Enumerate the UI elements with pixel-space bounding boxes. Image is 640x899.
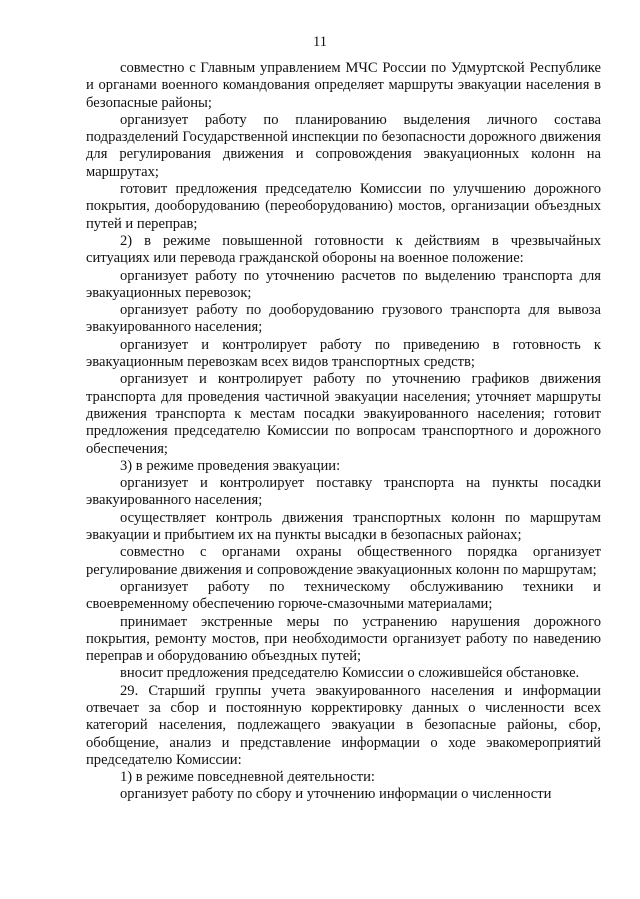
paragraph: организует и контролирует работу по приведению в готовность к эвакуационным перевозкам всех видов транспортных средств; xyxy=(86,336,601,371)
paragraph: организует работу по техническому обслуживанию техники и своевременному обеспечению горюче-смазочными материалами; xyxy=(86,578,601,613)
paragraph: принимает экстренные меры по устранению нарушения дорожного покрытия, ремонту мостов, при необходимости организует работу по наведению переправ и оборудованию объездных путей; xyxy=(86,613,601,665)
paragraph: осуществляет контроль движения транспортных колонн по маршрутам эвакуации и прибытием их на пункты высадки в безопасных районах; xyxy=(86,509,601,544)
paragraph: 2) в режиме повышенной готовности к действиям в чрезвычайных ситуациях или перевода гражданской обороны на военное положение: xyxy=(86,232,601,267)
paragraph: организует работу по дооборудованию грузового транспорта для вывоза эвакуированного населения; xyxy=(86,302,601,336)
paragraph: 29. Старший группы учета эвакуированного населения и информации отвечает за сбор и постоянную корректировку данных о численности всех категорий населения, подлежащего эвакуации в безопасные районы, сбор, обобщение, анализ и представление информации о ходе эвакомероприятий председателю Комиссии: xyxy=(86,682,601,768)
paragraph: организует работу по планированию выделения личного состава подразделений Государственной инспекции по безопасности дорожного движения для регулирования движения и сопровождения эвакуационных колонн на маршрутах; xyxy=(86,111,601,180)
document-body xyxy=(86,60,601,804)
paragraph: вносит предложения председателю Комиссии о сложившейся обстановке. xyxy=(120,665,580,682)
paragraph: организует работу по уточнению расчетов по выделению транспорта для эвакуационных перевозок; xyxy=(86,267,601,301)
paragraph: организует и контролирует поставку транспорта на пункты посадки эвакуированного населения; xyxy=(86,475,601,509)
paragraph: организует и контролирует работу по уточнению графиков движения транспорта для проведения частичной эвакуации населения; уточняет маршруты движения транспорта к местам посадки эвакуированного населения; готовит предложения председателю Комиссии по вопросам транспортного и дорожного обеспечения; xyxy=(86,371,601,457)
page-number: 11 xyxy=(313,34,327,50)
paragraph: организует работу по сбору и уточнению информации о численности xyxy=(120,786,552,803)
paragraph: 1) в режиме повседневной деятельности: xyxy=(120,769,375,786)
paragraph: 3) в режиме проведения эвакуации: xyxy=(120,457,341,474)
paragraph: готовит предложения председателю Комиссии по улучшению дорожного покрытия, дооборудованию (переоборудованию) мостов, организации объездных путей и переправ; xyxy=(86,181,601,232)
paragraph: совместно с Главным управлением МЧС России по Удмуртской Республике и органами военного командования определяет маршруты эвакуации населения в безопасные районы; xyxy=(86,60,601,111)
paragraph: совместно с органами охраны общественного порядка организует регулирование движения и сопровождение эвакуационных колонн по маршрутам; xyxy=(86,544,601,578)
